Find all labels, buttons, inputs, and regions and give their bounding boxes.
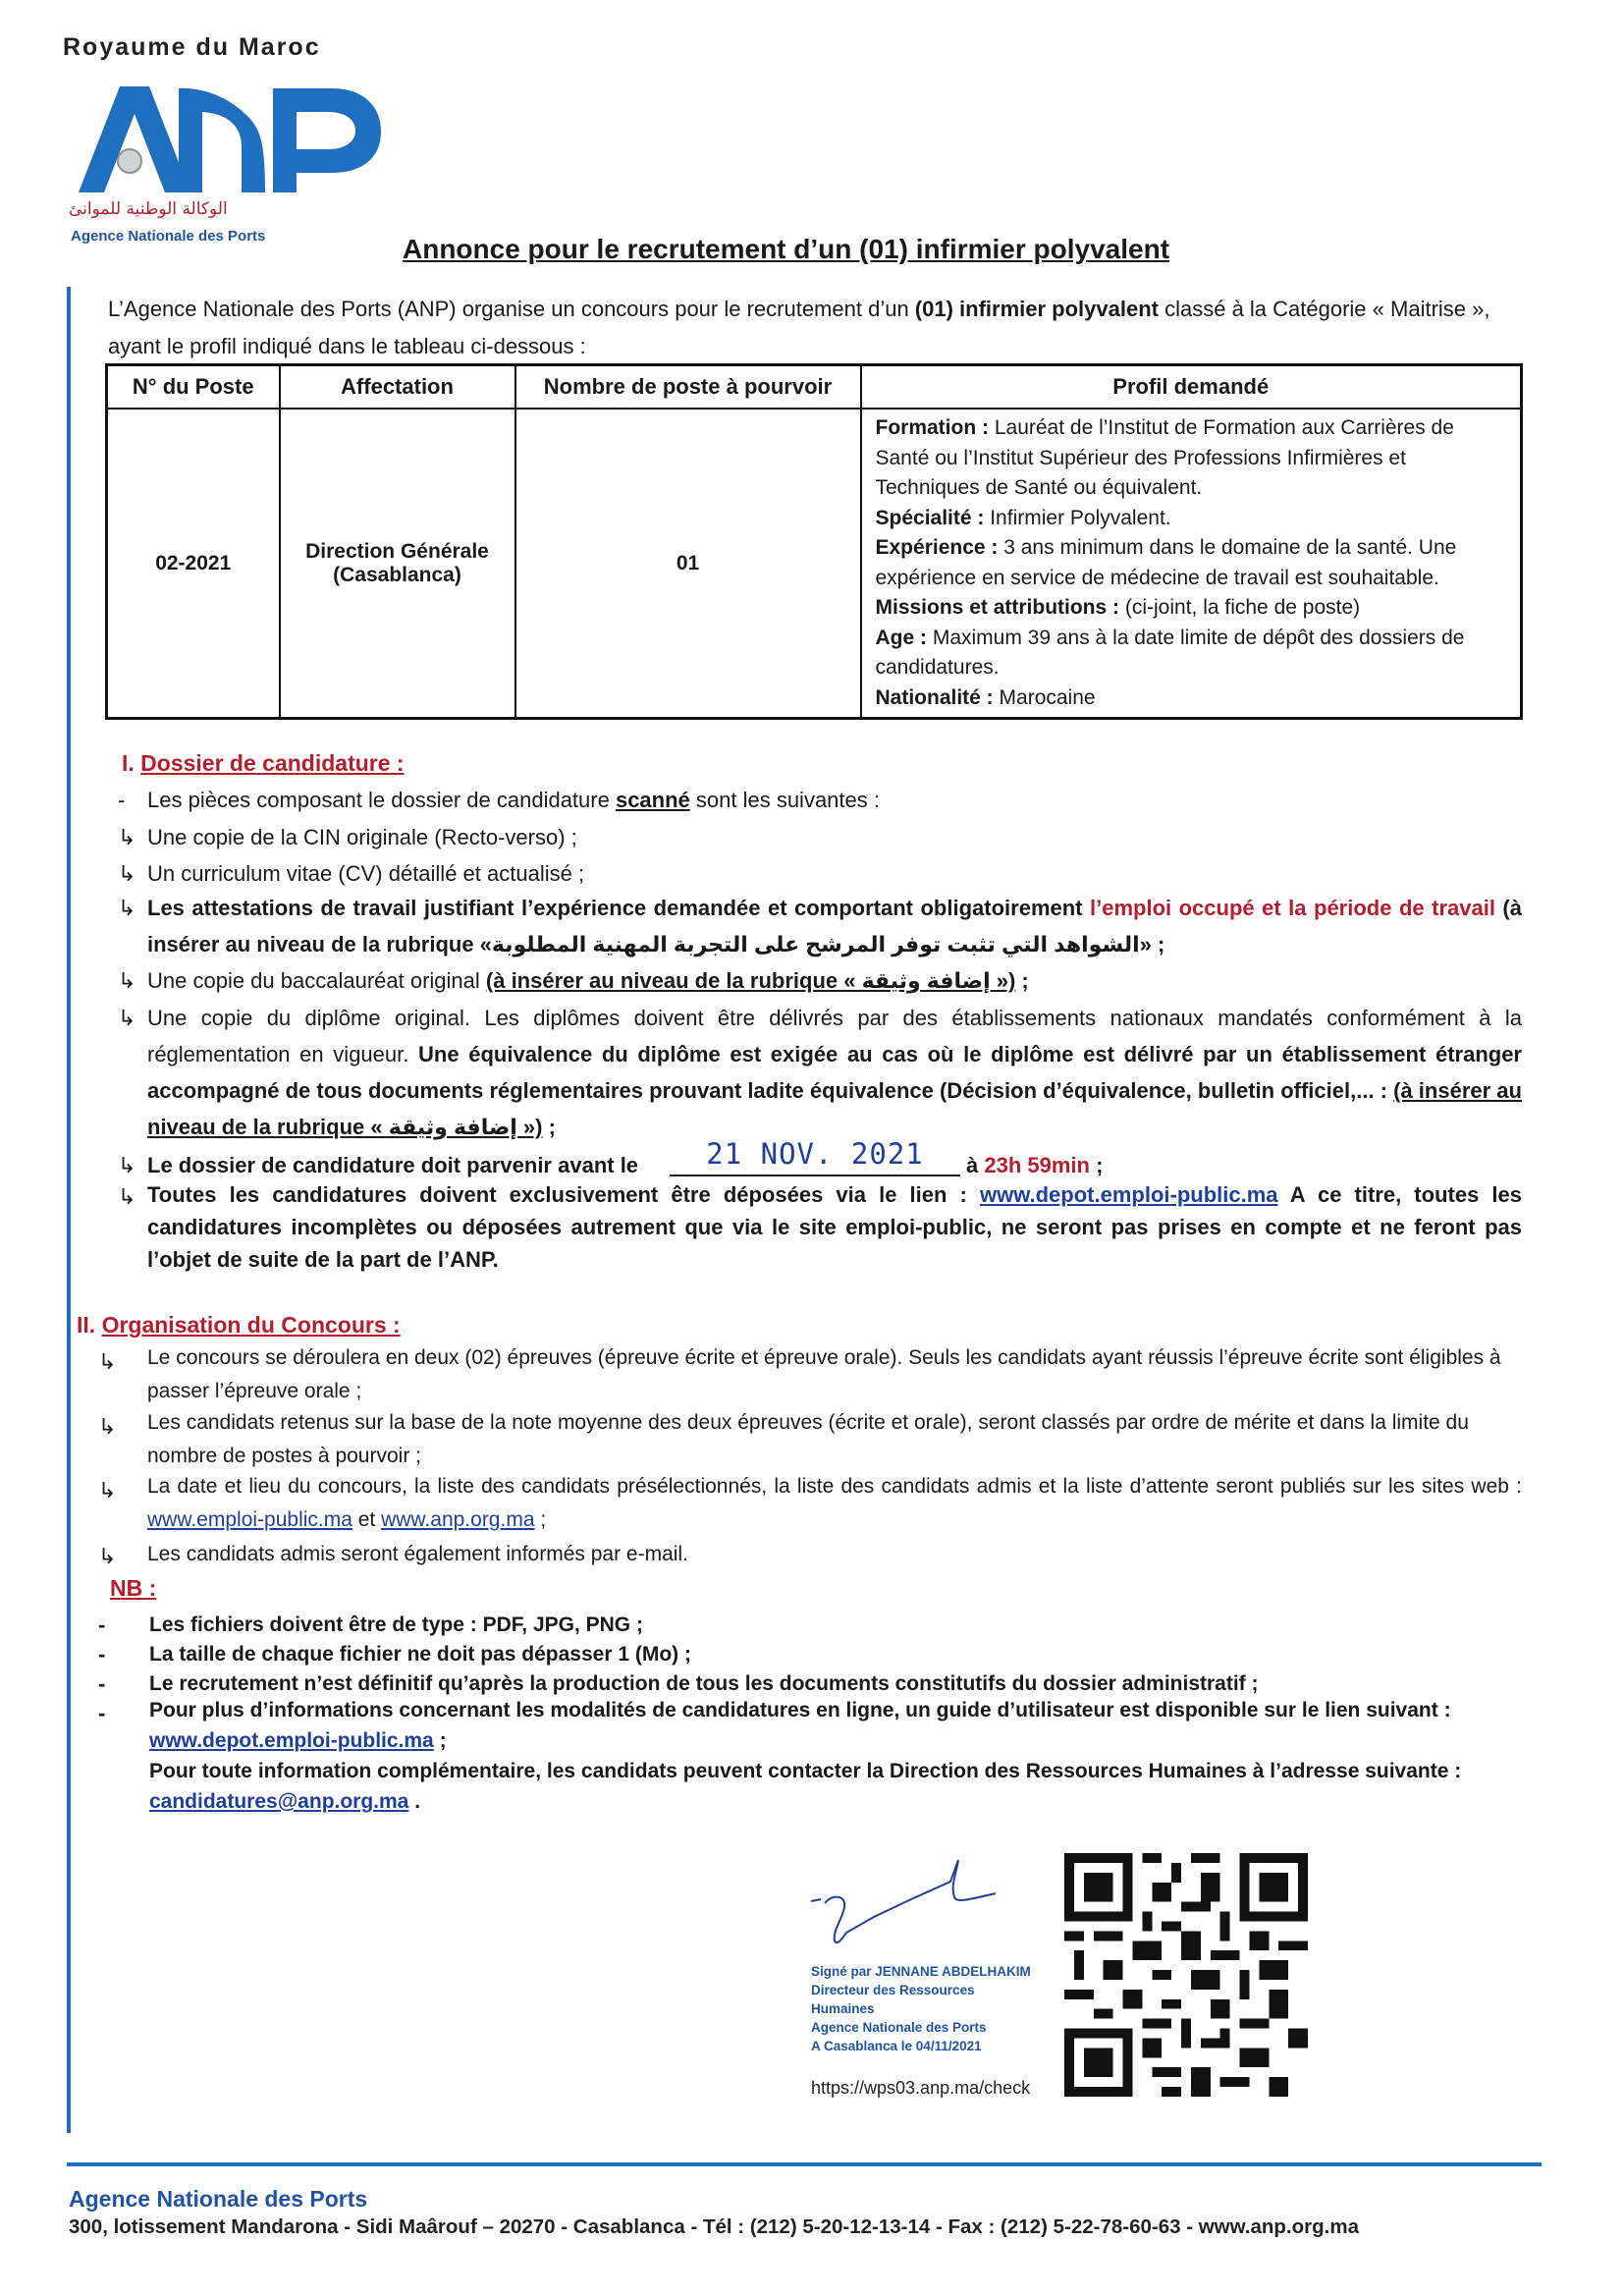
arrow-bullet-icon: ↳ (118, 1006, 136, 1030)
depot-text: Toutes les candidatures doivent exclusivement être déposées via le lien : (147, 1182, 980, 1207)
deadline-at: à (966, 1153, 985, 1177)
footer-rule (67, 2162, 1542, 2166)
affectation-line1: Direction Générale (305, 539, 489, 563)
section1-heading (122, 750, 405, 777)
dash-bullet: - (118, 788, 126, 812)
table-header-row (107, 365, 1522, 410)
arrow-bullet-icon: ↳ (118, 1184, 136, 1209)
intro-paragraph (108, 291, 1522, 365)
profil-age (876, 624, 1507, 683)
intro-text-end: classé à la Catégorie « Maitrise », ayant le profil indiqué dans le tableau ci-dessous : (108, 297, 1490, 358)
depot-text-end: A ce titre, toutes les candidatures incomplètes ou déposées autrement que via le site emploi-public, ne seront pas prises en compte et ne feront pas l’objet de suite de la part de l’ANP. (147, 1182, 1522, 1272)
deadline-time-value: 23h 59min (984, 1153, 1090, 1177)
kingdom-heading: Royaume du Maroc (63, 33, 321, 61)
cell-nombre: 01 (515, 409, 861, 719)
deadline-end: ; (1089, 1153, 1104, 1177)
list-item-diplome (147, 1000, 1522, 1145)
profil-formation (876, 413, 1507, 504)
section2-title: Organisation du Concours : (101, 1312, 401, 1338)
bac-rubric: (à insérer au niveau de la rubrique « إضافة وثيقة ») (485, 968, 1016, 993)
intro-bold: (01) infirmier polyvalent (914, 297, 1159, 321)
section2-item-epreuves: Le concours se déroulera en deux (02) épreuves (épreuve écrite et épreuve orale). Seuls les candidats ayant réussis l’épreuve écrite sont éligibles à passer l’épreuve orale ; (147, 1346, 1501, 1402)
deadline-date-stamp: 21 NOV. 2021 (670, 1137, 960, 1176)
dash-bullet: - (98, 1671, 106, 1696)
diplome-text: Une copie du diplôme original. Les diplômes doivent être délivrés par des établissements nationaux mandatés conformément à la réglementation en vigueur. (147, 1006, 1522, 1066)
announcement-title: Annonce pour le recrutement d’un (01) infirmier polyvalent (403, 234, 1170, 264)
diplome-end: ; (542, 1115, 556, 1139)
affectation-line2: (Casablanca) (333, 563, 461, 586)
qr-code-icon (1064, 1853, 1308, 2097)
nb-item-file-size: La taille de chaque fichier ne doit pas dépasser 1 (Mo) ; (149, 1643, 691, 1666)
anp-link[interactable]: www.anp.org.ma (381, 1508, 535, 1531)
anp-logo (69, 77, 393, 253)
section1-intro-scanned: scanné (615, 788, 690, 812)
section2-number: II. (77, 1312, 96, 1338)
signature-title: Directeur des Ressources (811, 1983, 975, 1997)
nb-item-recrutement: Le recrutement n’est définitif qu’après la production de tous les documents constitutifs du dossier administratif ; (149, 1672, 1259, 1695)
contact-end: . (408, 1790, 421, 1813)
dash-bullet: - (98, 1701, 106, 1725)
attest-text: Les attestations de travail justifiant l’expérience demandée et comportant obligatoirement (147, 896, 1090, 920)
attest-red-text: l’emploi occupé et la période de travail (1090, 896, 1495, 920)
list-item-attestations (147, 890, 1522, 962)
profil-missions (876, 593, 1507, 624)
section2-item-publication (147, 1470, 1522, 1537)
signature-block (811, 1962, 1066, 2055)
signature-date: A Casablanca le 04/11/2021 (811, 2039, 982, 2053)
cell-poste: 02-2021 (107, 409, 280, 719)
section1-title: Dossier de candidature : (140, 750, 405, 776)
section1-intro (147, 782, 1522, 818)
profil-nationalite (876, 683, 1507, 714)
profil-label: Age : (875, 626, 927, 649)
col-header-profil: Profil demandé (861, 365, 1522, 410)
nb-item-file-types: Les fichiers doivent être de type : PDF, JPG, PNG ; (149, 1613, 643, 1636)
profil-label: Formation : (875, 416, 989, 439)
signature-signed-by: Signé par JENNANE ABDELHAKIM (811, 1964, 1031, 1979)
depot-link[interactable]: www.depot.emploi-public.ma (979, 1182, 1278, 1207)
profil-label: Missions et attributions : (875, 596, 1120, 619)
profil-value: Marocaine (993, 685, 1096, 709)
profil-label: Spécialité : (875, 506, 985, 529)
handwritten-signature (803, 1846, 1009, 1954)
logo-french-name: Agence Nationale des Ports (71, 228, 266, 245)
arrow-bullet-icon: ↳ (98, 1544, 117, 1568)
guide-text: Pour plus d’informations concernant les modalités de candidatures en ligne, un guide d’utilisateur est disponible sur le lien suivant : (149, 1699, 1451, 1722)
arrow-bullet-icon: ↳ (118, 1153, 136, 1177)
profil-label: Nationalité : (875, 685, 994, 709)
publication-text: La date et lieu du concours, la liste des candidats présélectionnés, la liste des candidats admis et la liste d’attente seront publiés sur les sites web : (147, 1475, 1522, 1498)
profil-specialite (876, 504, 1507, 534)
dash-bullet: - (98, 1642, 106, 1667)
emploi-public-link[interactable]: www.emploi-public.ma (147, 1508, 352, 1531)
col-header-affectation: Affectation (280, 365, 515, 410)
signature-title-cont: Humaines (811, 2001, 875, 2016)
bac-text: Une copie du baccalauréat original (147, 968, 486, 993)
section1-number: I. (122, 750, 135, 776)
profil-value: 3 ans minimum dans le domaine de la santé. Une expérience en service de médecine de travail est souhaitable. (875, 536, 1457, 589)
profil-value: Maximum 39 ans à la date limite de dépôt des dossiers de candidatures. (875, 626, 1465, 679)
arrow-bullet-icon: ↳ (98, 1414, 117, 1439)
profil-value: (ci-joint, la fiche de poste) (1119, 596, 1361, 619)
diplome-rubric: (à insérer au niveau de la rubrique « إضافة وثيقة ») (147, 1078, 1522, 1139)
arrow-bullet-icon: ↳ (118, 896, 136, 920)
diplome-equivalence: Une équivalence du diplôme est exigée au cas où le diplôme est délivré par un établissement étranger accompagné de tous documents réglementaires prouvant ladite équivalence (Décision d’équivalence, bulletin officiel,... : (147, 1042, 1522, 1103)
attest-rubric: (à insérer au niveau de la rubrique «الشواهد التي تثبت توفر المرشح على التجربة المهنية المطلوبة» ; (147, 896, 1522, 957)
list-item-cv: Un curriculum vitae (CV) détaillé et actualisé ; (147, 861, 585, 886)
section2-item-email: Les candidats admis seront également informés par e-mail. (147, 1543, 688, 1565)
intro-text: L’Agence Nationale des Ports (ANP) organise un concours pour le recrutement d’un (108, 297, 915, 321)
publication-and: et (352, 1508, 382, 1531)
section1-intro-end: sont les suivantes : (689, 788, 880, 812)
bac-end: ; (1015, 968, 1029, 993)
publication-end: ; (534, 1508, 547, 1531)
list-item-depot (147, 1178, 1522, 1276)
list-item-bac (147, 962, 1522, 999)
logo-arabic-name: الوكالة الوطنية للموانئ (69, 199, 228, 219)
guide-end: ; (433, 1729, 447, 1752)
profil-value: Infirmier Polyvalent. (984, 506, 1171, 529)
list-item-cin: Une copie de la CIN originale (Recto-verso) ; (147, 825, 577, 849)
deadline-label: Le dossier de candidature doit parvenir avant le (147, 1153, 639, 1177)
profil-label: Expérience : (875, 536, 999, 559)
profil-experience (876, 533, 1507, 593)
nb-item-guide (149, 1695, 1524, 1817)
arrow-bullet-icon: ↳ (118, 968, 136, 993)
footer-address: 300, lotissement Mandarona - Sidi Maârouf – 20270 - Casablanca - Tél : (212) 5-20-12-13-14 - Fax : (212) 5-22-78-60-63 - www.anp.org.ma (69, 2215, 1359, 2238)
section2-heading (77, 1312, 401, 1339)
section2-item-classement: Les candidats retenus sur la base de la note moyenne des deux épreuves (écrite et orale), seront classés par ordre de mérite et dans la limite du nombre de postes à pourvoir ; (147, 1411, 1469, 1467)
arrow-bullet-icon: ↳ (118, 825, 136, 849)
arrow-bullet-icon: ↳ (118, 861, 136, 886)
signature-org: Agence Nationale des Ports (811, 2020, 987, 2035)
verification-url: https://wps03.anp.ma/check (811, 2078, 1031, 2098)
contact-text: Pour toute information complémentaire, les candidats peuvent contacter la Direction des Ressources Humaines à l’adresse suivante : (149, 1760, 1462, 1782)
profile-table (105, 363, 1523, 720)
footer-org-name: Agence Nationale des Ports (69, 2186, 368, 2212)
left-margin-rule (67, 287, 71, 2133)
col-header-nombre: Nombre de poste à pourvoir (515, 365, 861, 410)
cell-profil (861, 409, 1522, 719)
contact-email-link[interactable]: candidatures@anp.org.ma (149, 1790, 409, 1813)
arrow-bullet-icon: ↳ (98, 1349, 117, 1374)
cell-affectation (280, 409, 515, 719)
table-row (107, 409, 1522, 719)
guide-link[interactable]: www.depot.emploi-public.ma (149, 1729, 434, 1752)
profil-value: Lauréat de l’Institut de Formation aux Carrières de Santé ou l’Institut Supérieur des Professions Infirmières et Techniques de Santé ou équivalent. (875, 416, 1454, 499)
section1-intro-text: Les pièces composant le dossier de candidature (147, 788, 616, 812)
col-header-poste: N° du Poste (107, 365, 280, 410)
arrow-bullet-icon: ↳ (98, 1478, 117, 1503)
dash-bullet: - (98, 1613, 106, 1637)
nb-label: NB : (110, 1575, 157, 1601)
